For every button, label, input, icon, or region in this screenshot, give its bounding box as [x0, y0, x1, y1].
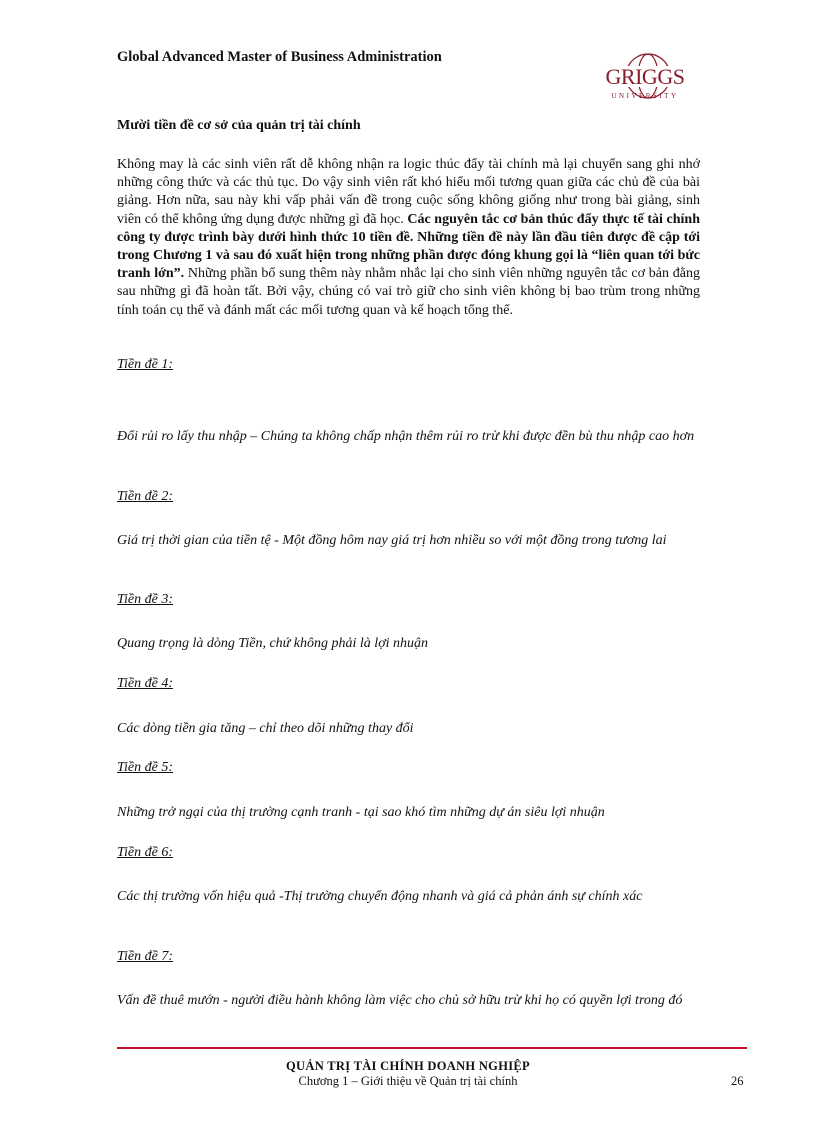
- footer-divider: [117, 1047, 747, 1049]
- intro-text-part2: Những phần bổ sung thêm này nhằm nhắc lại cho sinh viên những nguyên tắc cơ bản đằng sau những gì đã hoàn tất. Bởi vậy, chúng có vai trò giữ cho sinh viên không bị bao trùm trong những tính toán cụ thể và đánh mất các mối tương quan và kế hoạch tổng thể.: [117, 266, 700, 318]
- griggs-university-logo: [584, 46, 706, 106]
- program-title: Global Advanced Master of Business Administration: [117, 49, 442, 65]
- footer-title: QUẢN TRỊ TÀI CHÍNH DOANH NGHIỆP: [286, 1059, 530, 1073]
- principle-6-title: Tiền đề 6:: [117, 845, 173, 860]
- principle-5-text: Những trở ngại của thị trường cạnh tranh - tại sao khó tìm những dự án siêu lợi nhuận: [117, 805, 605, 820]
- intro-text-part1: Không may là các sinh viên rất dễ không nhận ra logic thúc đẩy tài chính mà lại chuyển sang ghi nhớ những công thức và các thủ tục. Do vậy sinh viên rất khó hiểu mối tương quan giữa các chủ đề của bài giảng. Hơn nữa, sau này khi vấp phải vấn đề trong cuộc sống không giống như trong bài giảng, sinh viên có thể không ứng dụng được những gì đã học.: [117, 157, 700, 227]
- principle-7-title: Tiền đề 7:: [117, 949, 173, 964]
- principle-2-title: Tiền đề 2:: [117, 489, 173, 504]
- page-number: 26: [731, 1074, 744, 1088]
- footer-chapter: Chương 1 – Giới thiệu về Quản trị tài chính: [298, 1074, 518, 1088]
- logo-subtext: UNIVERSITY: [611, 92, 679, 100]
- principle-3-title: Tiền đề 3:: [117, 592, 173, 607]
- intro-paragraph: [117, 156, 700, 320]
- principle-4-text: Các dòng tiền gia tăng – chỉ theo dõi những thay đổi: [117, 721, 414, 736]
- principle-1-text: Đổi rủi ro lấy thu nhập – Chúng ta không chấp nhận thêm rủi ro trừ khi được đền bù thu nhập cao hơn: [117, 429, 695, 444]
- logo-wordmark: GRIGGS: [605, 64, 685, 89]
- principle-6-text: Các thị trường vốn hiệu quả -Thị trường chuyển động nhanh và giá cả phản ánh sự chính xác: [117, 889, 643, 904]
- principle-3-text: Quang trọng là dòng Tiền, chứ không phải là lợi nhuận: [117, 636, 429, 651]
- principle-4-title: Tiền đề 4:: [117, 676, 173, 691]
- principle-2-text: Giá trị thời gian của tiền tệ - Một đồng hôm nay giá trị hơn nhiều so với một đồng trong tương lai: [117, 533, 667, 548]
- principle-1-title: Tiền đề 1:: [117, 357, 173, 372]
- intro-text-bold: Các nguyên tắc cơ bản thúc đẩy thực tế tài chính công ty được trình bày dưới hình thức 10 tiền đề. Những tiền đề này lần đầu tiên được đề cập tới trong Chương 1 và sau đó xuất hiện trong những phần được đóng khung gọi là “liên quan tới bức tranh lớn”.: [117, 211, 701, 282]
- principle-5-title: Tiền đề 5:: [117, 760, 173, 775]
- principle-7-text: Vấn đề thuê mướn - người điều hành không làm việc cho chủ sở hữu trừ khi họ có quyền lợi trong đó: [117, 993, 683, 1008]
- section-heading: Mười tiền đề cơ sở của quản trị tài chính: [117, 118, 361, 133]
